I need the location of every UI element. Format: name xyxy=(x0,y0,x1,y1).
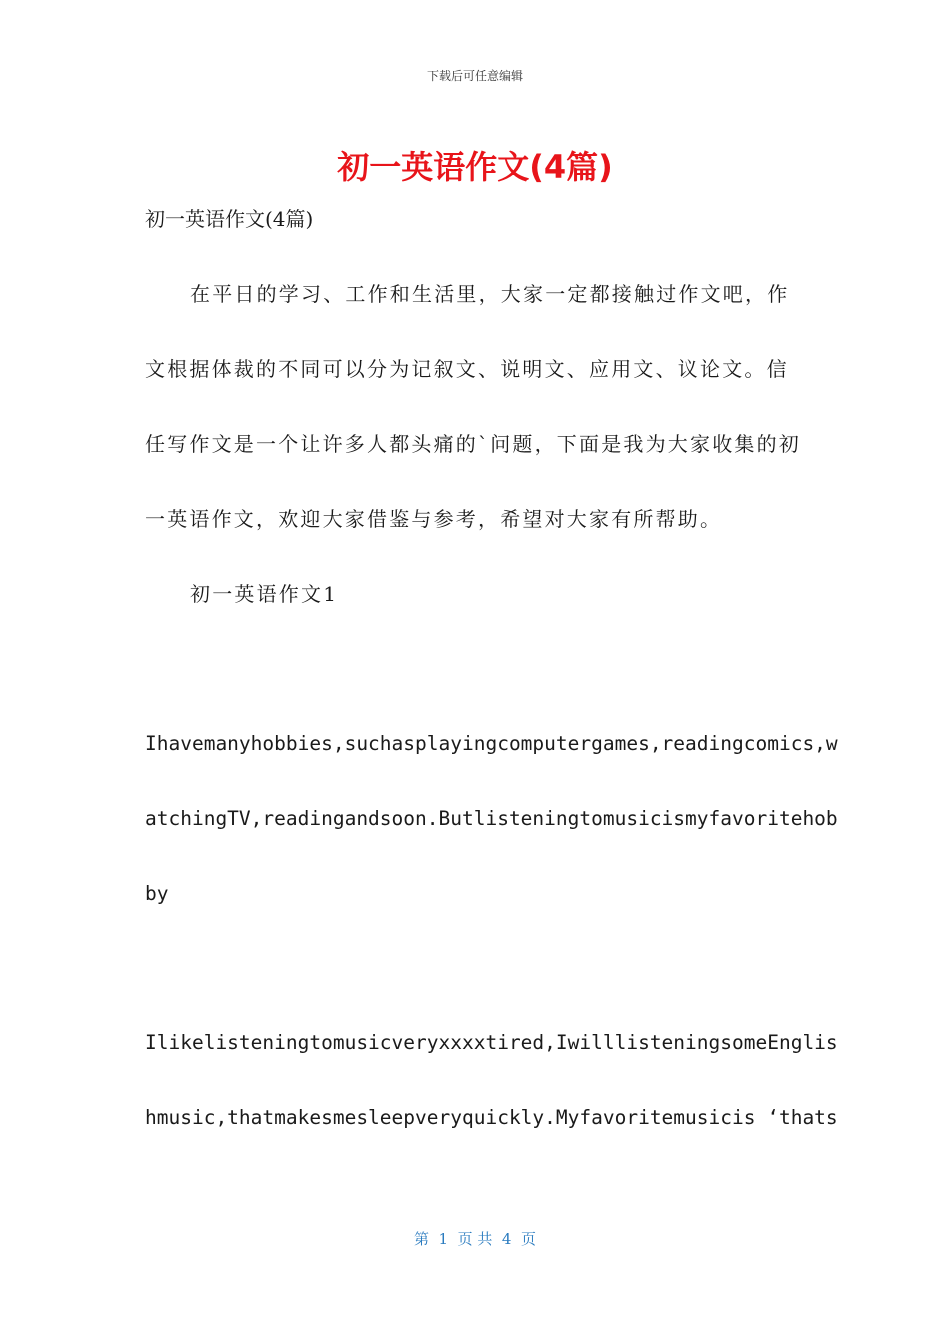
document-title: 初一英语作文(4篇) xyxy=(337,148,613,186)
essay-para1-line-1: Ihavemanyhobbies,suchasplayingcomputergames,readingcomics,w xyxy=(145,732,838,755)
page-footer: 第 1 页 共 4 页 xyxy=(414,1230,536,1248)
essay-para1-line-2: atchingTV,readingandsoon.Butlisteningtomusicismyfavoritehob xyxy=(145,807,838,830)
intro-line-4: 一英语作文，欢迎大家借鉴与参考，希望对大家有所帮助。 xyxy=(145,507,723,531)
essay-para2-line-2: hmusic,thatmakesmesleepveryquickly.Myfavoritemusicis ‘thats xyxy=(145,1106,838,1129)
intro-line-1: 在平日的学习、工作和生活里，大家一定都接触过作文吧，作 xyxy=(190,282,790,306)
essay-para1-line-3: by xyxy=(145,882,169,905)
essay-para2-line-1: Ilikelisteningtomusicveryxxxxtired,IwilllisteningsomeEnglis xyxy=(145,1031,838,1054)
intro-line-3: 任写作文是一个让许多人都头痛的`问题，下面是我为大家收集的初 xyxy=(145,432,801,456)
intro-line-2: 文根据体裁的不同可以分为记叙文、说明文、应用文、议论文。信 xyxy=(145,357,789,381)
header-note: 下载后可任意编辑 xyxy=(426,69,523,83)
document-subtitle: 初一英语作文(4篇) xyxy=(145,207,314,231)
section-heading: 初一英语作文1 xyxy=(190,582,339,606)
